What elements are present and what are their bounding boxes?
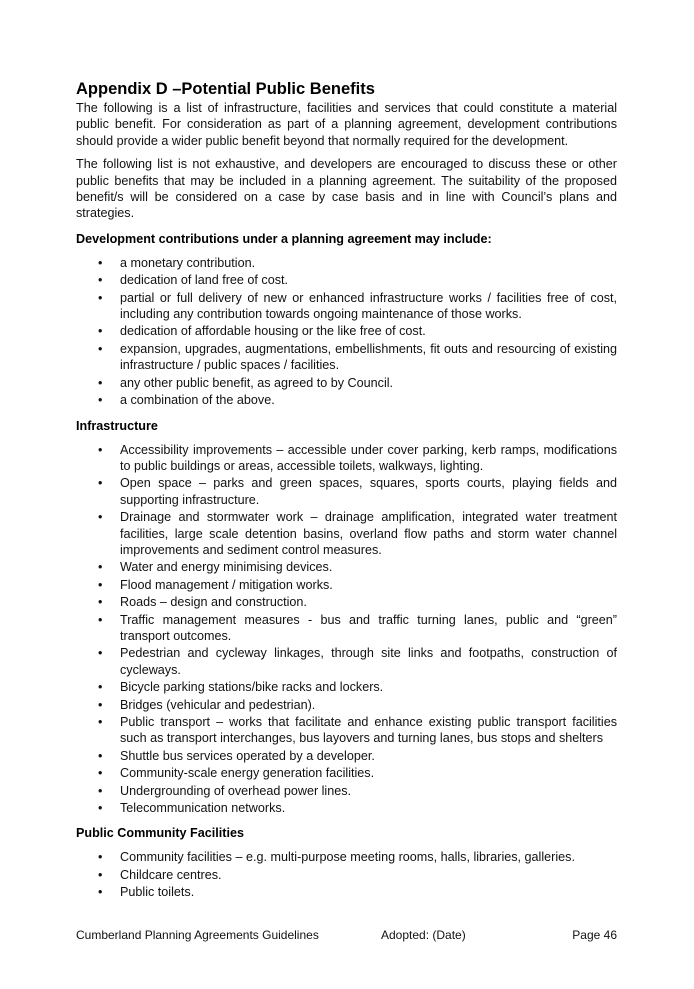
bullet-icon: • — [98, 867, 103, 882]
bullet-icon: • — [98, 255, 103, 270]
bullet-icon: • — [98, 748, 103, 763]
section-contributions — [76, 231, 617, 409]
list-item — [76, 594, 617, 610]
list-item-text: dedication of affordable housing or the like free of cost. — [120, 324, 426, 339]
page-title: Appendix D –Potential Public Benefits — [76, 80, 375, 98]
list-item-text: partial or full delivery of new or enhanced infrastructure works / facilities free of cost, including any contribution towards ongoing maintenance of those works. — [120, 290, 617, 322]
bullet-icon: • — [98, 442, 103, 457]
bullet-icon: • — [98, 766, 103, 781]
list-item-text: Public toilets. — [120, 885, 195, 900]
bullet-icon: • — [98, 375, 103, 390]
list-item-text: Water and energy minimising devices. — [120, 560, 333, 575]
section-heading-contributions: Development contributions under a planning agreement may include: — [76, 231, 492, 246]
bullet-icon: • — [98, 341, 103, 356]
list-item-text: Drainage and stormwater work – drainage amplification, integrated water treatment facilities, large scale detention basins, overland flow paths and storm water channel improvements and sediment control measures. — [120, 510, 617, 557]
list-item-text: Accessibility improvements – accessible under cover parking, kerb ramps, modifications to public buildings or areas, accessible toilets, walkways, lighting. — [120, 442, 617, 473]
list-item-text: Community-scale energy generation facilities. — [120, 766, 375, 781]
bullet-icon: • — [98, 715, 103, 729]
infrastructure-list — [76, 442, 617, 817]
section-heading-community-facilities: Public Community Facilities — [76, 826, 244, 841]
list-item — [76, 255, 617, 271]
list-item-text: Childcare centres. — [120, 867, 222, 882]
list-item — [76, 272, 617, 288]
list-item — [76, 884, 617, 900]
footer-document-title: Cumberland Planning Agreements Guidelines — [76, 928, 319, 942]
bullet-icon: • — [98, 801, 103, 816]
bullet-icon: • — [98, 595, 103, 610]
list-item — [76, 849, 617, 865]
bullet-icon: • — [98, 273, 103, 288]
list-item — [76, 323, 617, 339]
list-item-text: Undergrounding of overhead power lines. — [120, 783, 352, 798]
list-item — [76, 714, 617, 747]
bullet-icon: • — [98, 290, 103, 305]
intro-paragraph-2: The following list is not exhaustive, and developers are encouraged to discuss these or other public benefits that may be included in a planning agreement. The suitability of the proposed benefit/s will be considered on a case by case basis and in line with Council’s plans and strategies. — [76, 157, 617, 221]
list-item-text: Bridges (vehicular and pedestrian). — [120, 697, 316, 712]
list-item-text: Roads – design and construction. — [120, 595, 307, 610]
bullet-icon: • — [98, 393, 103, 408]
bullet-icon: • — [98, 560, 103, 575]
bullet-icon: • — [98, 577, 103, 592]
list-item — [76, 645, 617, 678]
section-community-facilities — [76, 825, 617, 900]
list-item-text: Shuttle bus services operated by a developer. — [120, 748, 375, 763]
list-item-text: expansion, upgrades, augmentations, embellishments, fit outs and resourcing of existing infrastructure / public spaces / facilities. — [120, 341, 617, 373]
list-item-text: Community facilities – e.g. multi-purpose meeting rooms, halls, libraries, galleries. — [120, 850, 575, 865]
list-item — [76, 341, 617, 374]
intro-paragraph-1: The following is a list of infrastructure, facilities and services that could constitute a material public benefit. For consideration as part of a planning agreement, development contributions should provide a wider public benefit beyond that normally required for the development. — [76, 101, 617, 148]
document-page — [76, 80, 617, 907]
list-item — [76, 783, 617, 799]
list-item-text: dedication of land free of cost. — [120, 273, 289, 288]
list-item — [76, 679, 617, 695]
list-item — [76, 392, 617, 408]
footer-page-number: Page 46 — [572, 928, 617, 942]
list-item — [76, 577, 617, 593]
bullet-icon: • — [98, 646, 103, 661]
list-item-text: Traffic management measures - bus and traffic turning lanes, public and “green” transport outcomes. — [120, 612, 617, 643]
list-item-text: Public transport – works that facilitate and enhance existing public transport facilities such as transport interchanges, bus layovers and turning lanes, bus stops and shelters — [120, 715, 617, 746]
contributions-list — [76, 255, 617, 409]
section-infrastructure — [76, 418, 617, 817]
list-item-text: a combination of the above. — [120, 393, 275, 408]
bullet-icon: • — [98, 476, 103, 491]
list-item-text: Pedestrian and cycleway linkages, through site links and footpaths, construction of cycleways. — [120, 646, 617, 677]
list-item-text: a monetary contribution. — [120, 255, 256, 270]
list-item — [76, 800, 617, 816]
list-item — [76, 748, 617, 764]
list-item — [76, 765, 617, 781]
bullet-icon: • — [98, 612, 103, 627]
bullet-icon: • — [98, 783, 103, 798]
list-item — [76, 612, 617, 645]
bullet-icon: • — [98, 324, 103, 339]
bullet-icon: • — [98, 885, 103, 900]
list-item — [76, 290, 617, 323]
list-item — [76, 697, 617, 713]
list-item — [76, 442, 617, 475]
community-facilities-list — [76, 849, 617, 900]
list-item — [76, 867, 617, 883]
section-heading-infrastructure: Infrastructure — [76, 418, 158, 433]
bullet-icon: • — [98, 697, 103, 712]
list-item-text: Open space – parks and green spaces, squares, sports courts, playing fields and supporting infrastructure. — [120, 476, 617, 507]
footer-adopted-date: Adopted: (Date) — [381, 928, 466, 942]
list-item — [76, 509, 617, 558]
list-item-text: Bicycle parking stations/bike racks and lockers. — [120, 680, 384, 695]
bullet-icon: • — [98, 850, 103, 865]
list-item-text: any other public benefit, as agreed to by Council. — [120, 375, 394, 390]
list-item-text: Telecommunication networks. — [120, 801, 286, 816]
bullet-icon: • — [98, 510, 103, 525]
list-item-text: Flood management / mitigation works. — [120, 577, 333, 592]
list-item — [76, 475, 617, 508]
list-item — [76, 559, 617, 575]
bullet-icon: • — [98, 680, 103, 695]
list-item — [76, 375, 617, 391]
